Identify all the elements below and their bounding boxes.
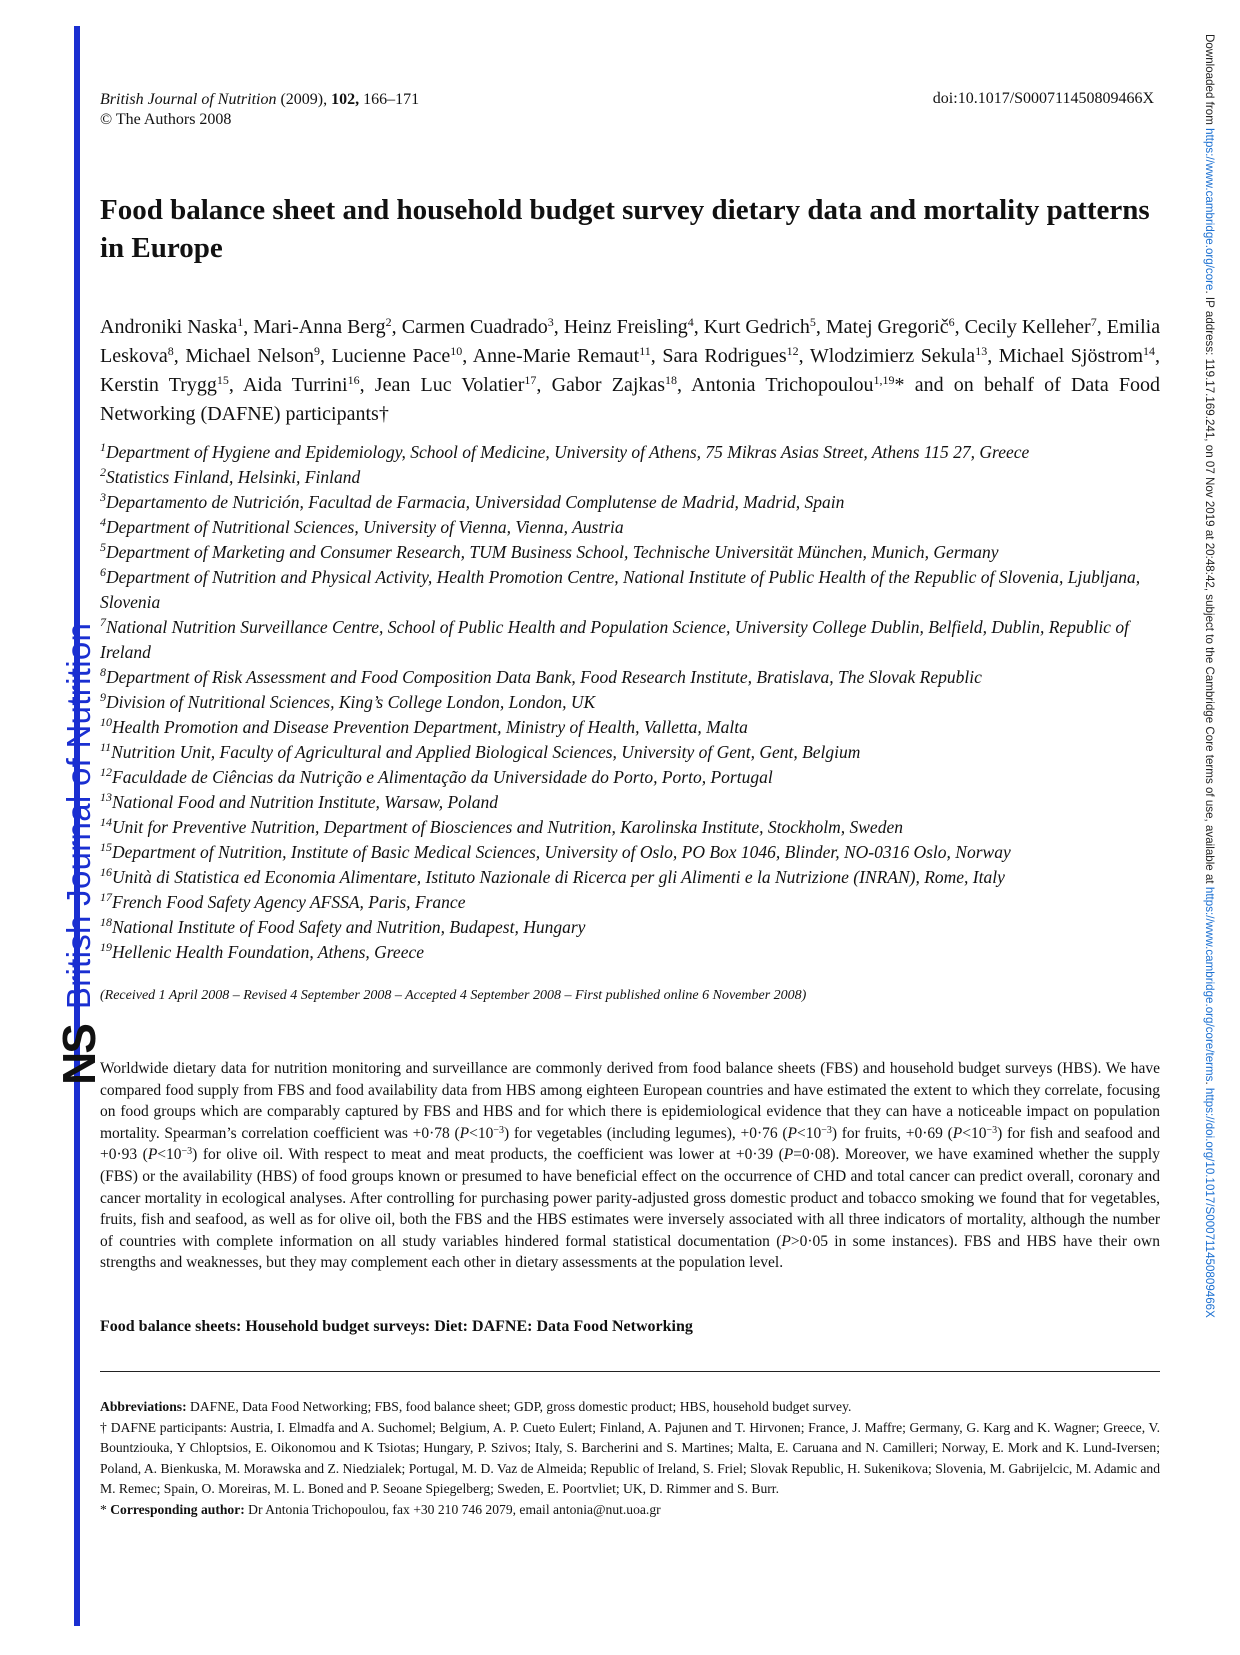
affiliation-text: Hellenic Health Foundation, Athens, Greece xyxy=(112,942,425,962)
dafne-participants-note: † DAFNE participants: Austria, I. Elmadfa and A. Suchomel; Belgium, A. P. Cueto Eulert; Finland, A. Pajunen and T. Hirvonen; France, J. Maffre; Germany, G. Karg and K. Wagner; Greece, V. Bountziouka, Y Chloptsios, E. Oikonomou and K Tsiotas; Hungary, P. Szivos; Italy, S. Barcherini and S. Martines; Malta, E. Caruana and N. Camilleri; Norway, E. Mork and K. Lund-Iversen; Poland, A. Bienkuska, M. Morawska and Z. Niedzialek; Portugal, M. D. Vaz de Almeida; Republic of Ireland, S. Friel; Slovak Republic, H. Sukenikova; Slovenia, M. Gabrijelcic, M. Adamic and M. Remec; Spain, O. Moreiras, M. L. Boned and P. Seoane Spiegelberg; Sweden, E. Poortvliet; UK, D. Rimmer and S. Burr. xyxy=(100,1419,1160,1496)
author-affiliation-ref: 1 xyxy=(237,315,244,329)
affiliation-text: Health Promotion and Disease Prevention Department, Ministry of Health, Valletta, Malta xyxy=(112,717,748,737)
author-affiliation-ref: 18 xyxy=(665,373,678,387)
author-separator: , xyxy=(391,316,402,338)
footnote-divider xyxy=(100,1371,1160,1372)
author-affiliation-ref: 12 xyxy=(786,344,799,358)
download-prefix: Downloaded from xyxy=(1203,34,1216,129)
author-name: Kerstin Trygg xyxy=(100,374,217,396)
author-affiliation-ref: 16 xyxy=(347,373,360,387)
affiliation-number: 17 xyxy=(100,890,112,904)
affiliation-number: 14 xyxy=(100,815,112,829)
p-exponent: −3 xyxy=(821,1124,832,1136)
affiliation-text: Department of Hygiene and Epidemiology, School of Medicine, University of Athens, 75 Mikras Asias Street, Athens 115 27, Greece xyxy=(106,442,1030,462)
affiliation-item xyxy=(100,515,1160,540)
p-symbol: P xyxy=(787,1124,797,1142)
affiliation-number: 4 xyxy=(100,515,106,529)
author-separator: , xyxy=(553,316,564,338)
abstract-text: ) for fruits, +0·69 ( xyxy=(831,1124,953,1142)
affiliation-number: 13 xyxy=(100,790,112,804)
author-name: Anne-Marie Remaut xyxy=(472,345,640,367)
core-link[interactable]: https://www.cambridge.org/core xyxy=(1203,128,1216,291)
author-separator: , xyxy=(815,316,826,338)
affiliation-item xyxy=(100,815,1160,840)
download-note xyxy=(1203,34,1216,1318)
author-affiliation-ref: 7 xyxy=(1090,315,1097,329)
author-separator: , xyxy=(954,316,965,338)
affiliation-text: Department of Risk Assessment and Food Composition Data Bank, Food Research Institute, Bratislava, The Slovak Republic xyxy=(106,667,982,687)
affiliation-item xyxy=(100,540,1160,565)
author-name: Emilia Leskova xyxy=(100,316,1161,367)
p-exponent: −3 xyxy=(986,1124,998,1136)
author-separator: , xyxy=(650,345,663,367)
affiliation-text: Department of Marketing and Consumer Research, TUM Business School, Technische Universität München, Munich, Germany xyxy=(106,542,999,562)
author-name: Mari-Anna Berg xyxy=(253,316,386,338)
affiliation-text: Department of Nutrition, Institute of Basic Medical Sciences, University of Oslo, PO Box 1046, Blinder, NO-0316 Oslo, Norway xyxy=(112,842,1011,862)
affiliation-number: 16 xyxy=(100,865,112,879)
author-separator: , xyxy=(536,374,552,396)
download-mid: . IP address: 119.17.169.241, on 07 Nov 2019 at 20:48:42, subject to the Cambridge Core terms of use, available at xyxy=(1203,290,1216,887)
abstract-text: ) for fish and seafood and +0·93 ( xyxy=(100,1124,1160,1164)
download-sep: . xyxy=(1203,1081,1216,1088)
p-symbol: P xyxy=(783,1146,794,1164)
author-affiliation-ref: 1,19 xyxy=(873,373,895,387)
p-symbol: P xyxy=(952,1124,963,1142)
affiliation-text: Department of Nutritional Sciences, University of Vienna, Vienna, Austria xyxy=(106,517,624,537)
affiliation-item xyxy=(100,865,1160,890)
corr-star: * xyxy=(100,1501,111,1517)
author-separator: , xyxy=(1096,316,1107,338)
affiliation-text: Statistics Finland, Helsinki, Finland xyxy=(106,467,361,487)
author-name: Lucienne Pace xyxy=(331,345,451,367)
affiliation-list xyxy=(100,440,1160,965)
journal-sidebar xyxy=(52,623,106,1085)
author-separator: , xyxy=(173,345,186,367)
corr-label: Corresponding author: xyxy=(110,1501,245,1517)
author-affiliation-ref: 2 xyxy=(385,315,392,329)
p-value: <10 xyxy=(962,1124,987,1142)
p-value: <10 xyxy=(469,1124,494,1142)
abstract xyxy=(100,1058,1160,1274)
sidebar-journal-name: British Journal of Nutrition xyxy=(60,622,97,1010)
author-separator: , xyxy=(987,345,999,367)
author-affiliation-ref: 8 xyxy=(167,344,174,358)
affiliation-item xyxy=(100,940,1160,965)
affiliation-item xyxy=(100,890,1160,915)
author-affiliation-ref: 4 xyxy=(687,315,694,329)
affiliation-item xyxy=(100,790,1160,815)
affiliation-text: National Institute of Food Safety and Nutrition, Budapest, Hungary xyxy=(112,917,586,937)
affiliation-item xyxy=(100,715,1160,740)
affiliation-number: 19 xyxy=(100,940,112,954)
author-separator: , xyxy=(462,345,473,367)
affiliation-item xyxy=(100,440,1160,465)
author-name: Kurt Gedrich xyxy=(703,316,810,338)
abstract-text: Worldwide dietary data for nutrition monitoring and surveillance are commonly derived from food balance sheets (FBS) and household budget surveys (HBS). We have compared food supply from FBS and food availability data from HBS among eighteen European countries and have estimated the extent to which they correlate, focusing on food groups which are comparably captured by FBS and HBS and for which there is epidemiological evidence that they can have a noticeable impact on population mortality. Spearman’s correlation coefficient was +0·78 ( xyxy=(100,1060,1160,1142)
affiliation-number: 18 xyxy=(100,915,112,929)
affiliation-item xyxy=(100,490,1160,515)
article-title: Food balance sheet and household budget survey dietary data and mortality patterns in Europe xyxy=(100,194,1150,264)
header-year: (2009), xyxy=(280,91,328,108)
author-separator: * and on behalf of Data Food Networking (DAFNE) participants† xyxy=(100,374,1161,425)
author-affiliation-ref: 15 xyxy=(216,373,229,387)
affiliation-number: 3 xyxy=(100,490,106,504)
author-affiliation-ref: 6 xyxy=(948,315,955,329)
p-value: <10 xyxy=(157,1146,182,1164)
author-name: Antonia Trichopoulou xyxy=(691,374,874,396)
affiliation-text: Faculdade de Ciências da Nutrição e Alimentação da Universidade do Porto, Porto, Portugal xyxy=(112,767,773,787)
author-name: Carmen Cuadrado xyxy=(401,316,548,338)
header-volume: 102, xyxy=(331,91,360,108)
affiliation-text: National Food and Nutrition Institute, Warsaw, Poland xyxy=(112,792,498,812)
author-separator: , xyxy=(320,345,332,367)
affiliation-text: Unit for Preventive Nutrition, Department of Biosciences and Nutrition, Karolinska Institute, Stockholm, Sweden xyxy=(112,817,903,837)
author-name: Wlodzimierz Sekula xyxy=(809,345,976,367)
footnotes xyxy=(100,1397,1160,1520)
affiliation-text: Departamento de Nutrición, Facultad de Farmacia, Universidad Complutense de Madrid, Madrid, Spain xyxy=(106,492,845,512)
author-separator: , xyxy=(243,316,254,338)
author-list xyxy=(100,313,1160,429)
affiliation-number: 15 xyxy=(100,840,112,854)
affiliation-number: 11 xyxy=(100,740,112,754)
header-journal: British Journal of Nutrition xyxy=(100,91,277,108)
abstract-text: >0·05 in some instances). FBS and HBS have their own strengths and weaknesses, but they may complement each other in dietary assessments at the population level. xyxy=(100,1232,1160,1272)
author-affiliation-ref: 9 xyxy=(314,344,321,358)
corr-text: Dr Antonia Trichopoulou, fax +30 210 746 2079, email antonia@nut.uoa.gr xyxy=(244,1501,661,1517)
received-dates: (Received 1 April 2008 – Revised 4 September 2008 – Accepted 4 September 2008 – First published online 6 November 2008) xyxy=(100,988,807,1003)
author-affiliation-ref: 14 xyxy=(1143,344,1156,358)
affiliation-text: National Nutrition Surveillance Centre, School of Public Health and Population Science, University College Dublin, Belfield, Dublin, Republic of Ireland xyxy=(100,617,1129,662)
p-symbol: P xyxy=(781,1232,791,1250)
affiliation-item xyxy=(100,765,1160,790)
citation-header xyxy=(100,90,419,130)
affiliation-number: 10 xyxy=(100,715,112,729)
affiliation-item xyxy=(100,465,1160,490)
affiliation-number: 2 xyxy=(100,465,106,479)
affiliation-item xyxy=(100,565,1160,615)
abbrev-text: DAFNE, Data Food Networking; FBS, food balance sheet; GDP, gross domestic product; HBS, household budget survey. xyxy=(186,1399,852,1414)
p-exponent: −3 xyxy=(493,1124,505,1136)
author-affiliation-ref: 11 xyxy=(639,344,651,358)
affiliation-text: French Food Safety Agency AFSSA, Paris, France xyxy=(112,892,466,912)
abstract-text: ) for olive oil. With respect to meat and meat products, the coefficient was lower at +0·39 ( xyxy=(192,1146,784,1164)
author-separator: , xyxy=(359,374,375,396)
author-name: Heinz Freisling xyxy=(563,316,688,338)
author-affiliation-ref: 13 xyxy=(975,344,988,358)
header-pages: 166–171 xyxy=(363,91,420,108)
p-symbol: P xyxy=(147,1146,158,1164)
affiliation-item xyxy=(100,915,1160,940)
author-separator: , xyxy=(693,316,704,338)
author-name: Aida Turrini xyxy=(242,374,348,396)
author-name: Matej Gregorič xyxy=(825,316,949,338)
affiliation-number: 6 xyxy=(100,565,106,579)
citation-line xyxy=(100,90,419,110)
keywords: Food balance sheets: Household budget surveys: Diet: DAFNE: Data Food Networking xyxy=(100,1318,693,1335)
affiliation-item xyxy=(100,615,1160,665)
affiliation-item xyxy=(100,690,1160,715)
author-name: Jean Luc Volatier xyxy=(374,374,525,396)
author-separator: , xyxy=(1155,345,1161,367)
author-name: Cecily Kelleher xyxy=(964,316,1091,338)
copyright: © The Authors 2008 xyxy=(100,111,232,128)
affiliation-number: 1 xyxy=(100,440,106,454)
doi-link[interactable]: https://doi.org/10.1017/S000711450809466X xyxy=(1203,1087,1216,1318)
author-affiliation-ref: 10 xyxy=(450,344,463,358)
author-affiliation-ref: 5 xyxy=(809,315,816,329)
author-affiliation-ref: 3 xyxy=(547,315,554,329)
author-affiliation-ref: 17 xyxy=(524,373,537,387)
affiliation-number: 7 xyxy=(100,615,106,629)
affiliation-number: 9 xyxy=(100,690,106,704)
terms-link[interactable]: https://www.cambridge.org/core/terms xyxy=(1203,886,1216,1082)
abstract-text: ) for vegetables (including legumes), +0·76 ( xyxy=(504,1124,788,1142)
affiliation-text: Unità di Statistica ed Economia Alimentare, Istituto Nazionale di Ricerca per gli Alimenti e la Nutrizione (INRAN), Rome, Italy xyxy=(112,867,1005,887)
author-name: Michael Nelson xyxy=(185,345,315,367)
abstract-text: =0·08). Moreover, we have examined whether the supply (FBS) or the availability (HBS) of food groups known or presumed to have beneficial effect on the occurrence of CHD and total cancer can predict overall, coronary and cancer mortality in ecological analyses. After controlling for purchasing power parity-adjusted gross domestic product and tobacco smoking we found that for vegetables, fruits, fish and seafood, as well as for olive oil, both the FBS and the HBS estimates were inversely associated with all three indicators of mortality, although the number of countries with complete information on all study variables hindered formal statistical documentation ( xyxy=(100,1146,1160,1250)
author-name: Androniki Naska xyxy=(100,316,238,338)
abbrev-label: Abbreviations: xyxy=(100,1399,187,1414)
ns-logo: NS xyxy=(53,1025,105,1085)
affiliation-text: Division of Nutritional Sciences, King’s College London, London, UK xyxy=(106,692,596,712)
affiliation-number: 5 xyxy=(100,540,106,554)
affiliation-text: Nutrition Unit, Faculty of Agricultural and Applied Biological Sciences, University of Gent, Gent, Belgium xyxy=(111,742,861,762)
abbreviations-note xyxy=(100,1397,1160,1418)
author-name: Sara Rodrigues xyxy=(662,345,787,367)
affiliation-item xyxy=(100,740,1160,765)
p-exponent: −3 xyxy=(181,1146,193,1158)
author-name: Michael Sjöstrom xyxy=(998,345,1144,367)
p-symbol: P xyxy=(459,1124,470,1142)
author-separator: , xyxy=(798,345,810,367)
corresponding-author-note xyxy=(100,1500,1160,1521)
affiliation-number: 12 xyxy=(100,765,112,779)
affiliation-item xyxy=(100,665,1160,690)
author-separator: , xyxy=(228,374,243,396)
affiliation-item xyxy=(100,840,1160,865)
author-name: Gabor Zajkas xyxy=(551,374,666,396)
author-separator: , xyxy=(677,374,692,396)
affiliation-number: 8 xyxy=(100,665,106,679)
p-value: <10 xyxy=(796,1124,822,1142)
header-doi: doi:10.1017/S000711450809466X xyxy=(932,90,1154,107)
affiliation-text: Department of Nutrition and Physical Activity, Health Promotion Centre, National Institute of Public Health of the Republic of Slovenia, Ljubljana, Slovenia xyxy=(100,567,1141,612)
